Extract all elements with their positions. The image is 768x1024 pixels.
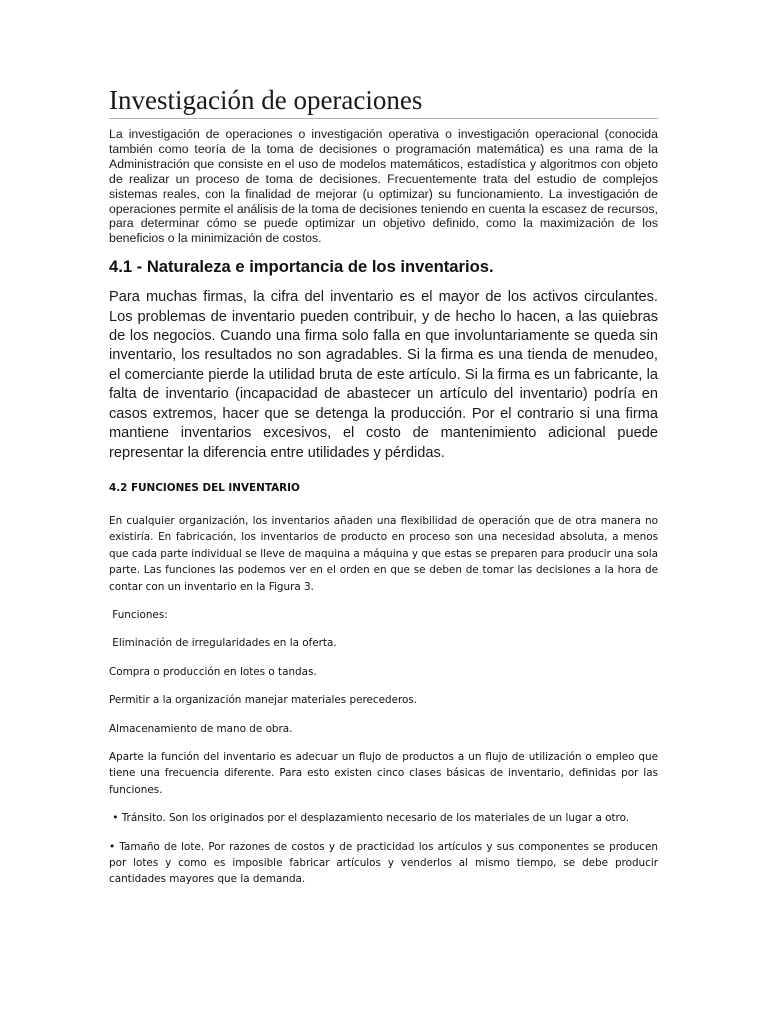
- bullet-text: Tamaño de lote. Por razones de costos y de practicidad los artículos y sus componentes se producen por lotes y como es imposible fabricar artículos y venderlos al mismo tiempo, se debe producir cantidades mayores que la demanda.: [109, 840, 658, 886]
- intro-paragraph: La investigación de operaciones o investigación operativa o investigación operacional (conocida también como teoría de la toma de decisiones o programación matemática) es una rama de la Administración que consiste en el uso de modelos matemáticos, estadística y algoritmos con objeto de realizar un proceso de toma de decisiones. Frecuentemente trata del estudio de complejos sistemas reales, con la finalidad de mejorar (u optimizar) su funcionamiento. La investigación de operaciones permite el análisis de la toma de decisiones teniendo en cuenta la escasez de recursos, para determinar cómo se puede optimizar un objetivo definido, como la maximización de los beneficios o la minimización de costos.: [109, 127, 658, 246]
- section-42-heading: 4.2 FUNCIONES DEL INVENTARIO: [109, 481, 300, 494]
- bullet-icon: •: [109, 840, 116, 853]
- aparte-paragraph: Aparte la función del inventario es adecuar un flujo de productos a un flujo de utilización o empleo que tiene una frecuencia diferente. Para esto existen cinco clases básicas de inventario, definidas por las funciones.: [109, 750, 658, 796]
- bullet-text: Tránsito. Son los originados por el desplazamiento necesario de los materiales de un lugar a otro.: [118, 812, 630, 825]
- bullet-icon: •: [109, 812, 119, 825]
- section-41-heading: 4.1 - Naturaleza e importancia de los inventarios.: [109, 257, 494, 277]
- section-42-intro: En cualquier organización, los inventarios añaden una flexibilidad de operación que de otra manera no existiría. En fabricación, los inventarios de producto en proceso son una necesidad absoluta, a menos que cada parte individual se lleve de maquina a máquina y que estas se preparen para producir una sola parte. Las funciones las podemos ver en el orden en que se deben de tomar las decisiones a la hora de contar con un inventario en la Figura 3.: [109, 514, 658, 593]
- function-item: Permitir a la organización manejar materiales perecederos.: [109, 694, 418, 707]
- bullet-item-tamano-lote: [109, 839, 658, 888]
- function-item: Eliminación de irregularidades en la oferta.: [109, 637, 337, 650]
- document-page: [109, 84, 658, 888]
- function-item: Compra o producción en lotes o tandas.: [109, 665, 317, 678]
- function-item: Almacenamiento de mano de obra.: [109, 722, 293, 735]
- functions-label: Funciones:: [109, 608, 168, 621]
- section-41-paragraph: Para muchas firmas, la cifra del inventario es el mayor de los activos circulantes. Los problemas de inventario pueden contribuir, y de hecho lo hacen, a las quiebras de los negocios. Cuando una firma solo falla en que involuntariamente se queda sin inventario, los resultados no son agradables. Si la firma es una tienda de menudeo, el comerciante pierde la utilidad bruta de este artículo. Si la firma es un fabricante, la falta de inventario (incapacidad de abastecer un artículo del inventario) podría en casos extremos, hacer que se detenga la producción. Por el contrario si una firma mantiene inventarios excesivos, el costo de mantenimiento adicional puede representar la diferencia entre utilidades y pérdidas.: [109, 289, 658, 461]
- bullet-item-transito: [109, 810, 658, 826]
- document-title: Investigación de operaciones: [109, 84, 658, 119]
